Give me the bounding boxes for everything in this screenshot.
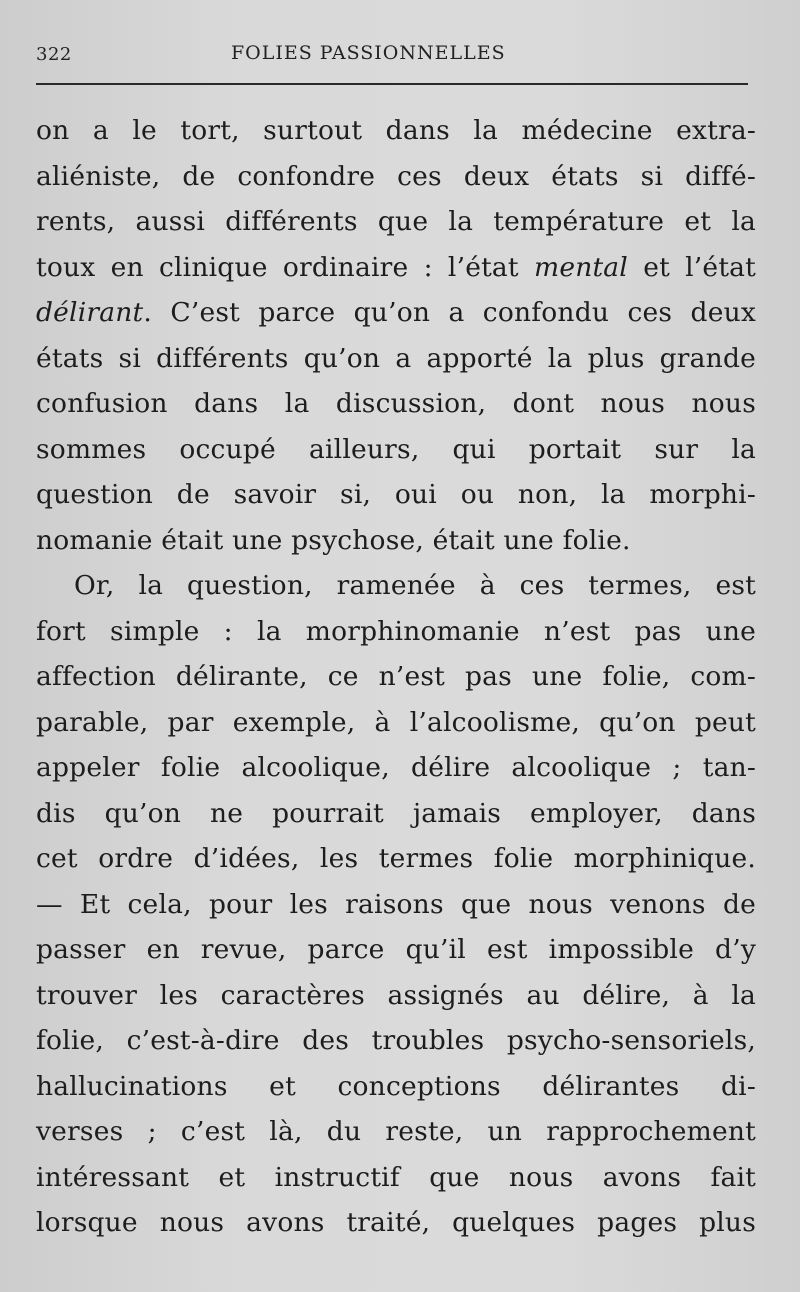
text-line: dis qu’on ne pourrait jamais employer, dans [36,797,756,829]
text-line: confusion dans la discussion, dont nous nous [36,388,756,419]
text-line: hallucinations et conceptions délirantes di- [36,1070,756,1102]
text-line: trouver les caractères assignés au délire, à la [36,979,756,1011]
text-line: nomanie était une psychose, était une folie. [36,524,631,556]
text-line: fort simple : la morphinomanie n’est pas une [36,615,756,647]
text-line [36,290,756,336]
text-line: rents, aussi différents que la température et la [36,206,756,237]
text-line: lorsque nous avons traité, quelques pages plus [36,1207,756,1238]
text-run: . C’est parce qu’on a confondu ces deux [143,297,756,328]
header-rule [36,83,748,85]
italic-word: mental [533,251,628,283]
text-line: intéressant et instructif que nous avons fait [36,1161,756,1193]
text-line: appeler folie alcoolique, délire alcoolique ; tan- [36,752,756,783]
paragraph-start-line: Or, la question, ramenée à ces termes, est [74,570,756,601]
text-line: sommes occupé ailleurs, qui portait sur la [36,433,756,465]
text-line: — Et cela, pour les raisons que nous venons de [36,888,756,920]
text-run: toux en clinique ordinaire : l’état [36,251,534,283]
text-line: aliéniste, de confondre ces deux états si diffé- [36,160,756,192]
text-run: et l’état [628,251,757,283]
text-line [36,245,756,291]
text-line: folie, c’est-à-dire des troubles psycho-sensoriels, [36,1025,756,1056]
text-line: parable, par exemple, à l’alcoolisme, qu’on peut [36,706,756,738]
text-line: états si différents qu’on a apporté la plus grande [36,342,756,374]
text-line: verses ; c’est là, du reste, un rapprochement [36,1116,756,1147]
body-text [36,108,756,1246]
page-header [36,36,748,76]
text-line: on a le tort, surtout dans la médecine extra- [36,115,756,146]
text-line: cet ordre d’idées, les termes folie morphinique. [36,843,756,874]
page-number: 322 [36,44,72,65]
italic-word: délirant [36,297,144,328]
text-line: affection délirante, ce n’est pas une folie, com- [36,661,756,692]
running-head: FOLIES PASSIONNELLES [231,42,506,64]
text-line: question de savoir si, oui ou non, la morphi- [36,479,756,510]
text-line: passer en revue, parce qu’il est impossible d’y [36,934,756,965]
